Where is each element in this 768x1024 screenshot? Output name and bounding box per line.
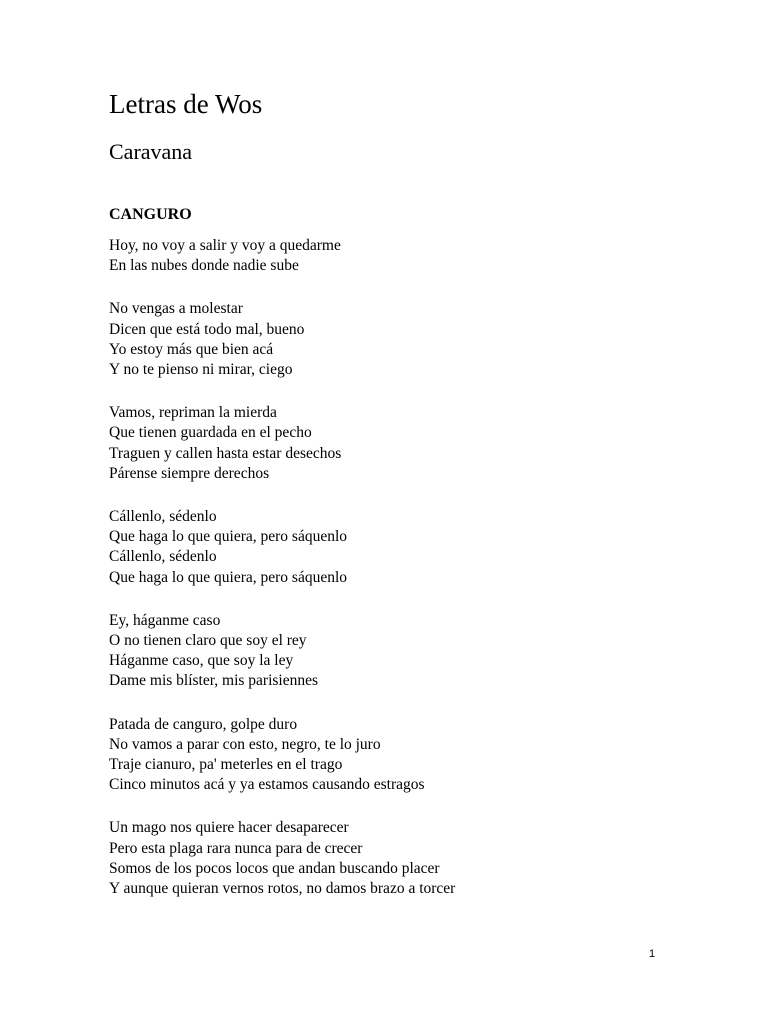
lyric-line: Yo estoy más que bien acá	[109, 340, 274, 358]
lyric-line: Que haga lo que quiera, pero sáquenlo	[109, 568, 348, 586]
album-title: Caravana	[109, 139, 193, 164]
stanza	[109, 611, 709, 692]
lyric-line: Somos de los pocos locos que andan buscando placer	[109, 859, 440, 877]
lyric-line: Cállenlo, sédenlo	[109, 508, 217, 526]
lyric-line: Patada de canguro, golpe duro	[109, 715, 298, 733]
stanza	[109, 507, 709, 588]
lyric-line: Que tienen guardada en el pecho	[109, 424, 312, 442]
lyric-line: Traguen y callen hasta estar desechos	[109, 444, 342, 462]
page-number: 1	[649, 948, 656, 960]
stanza	[109, 818, 709, 899]
lyric-line: Traje cianuro, pa' meterles en el trago	[109, 756, 343, 774]
lyric-line: O no tienen claro que soy el rey	[109, 632, 307, 650]
stanza	[109, 236, 709, 276]
lyric-line: No vamos a parar con esto, negro, te lo juro	[109, 735, 381, 753]
lyric-line: Ey, háganme caso	[109, 611, 221, 629]
song-title: CANGURO	[109, 206, 192, 223]
lyric-line: Que haga lo que quiera, pero sáquenlo	[109, 528, 348, 546]
lyric-line: Cállenlo, sédenlo	[109, 548, 217, 566]
lyric-line: En las nubes donde nadie sube	[109, 257, 299, 275]
lyric-line: Vamos, repriman la mierda	[109, 404, 277, 422]
lyric-line: Pero esta plaga rara nunca para de crecer	[109, 839, 363, 857]
lyric-line: Y no te pienso ni mirar, ciego	[109, 361, 293, 379]
lyric-line: Dicen que está todo mal, bueno	[109, 320, 305, 338]
lyric-line: Un mago nos quiere hacer desaparecer	[109, 819, 349, 837]
stanza	[109, 299, 709, 380]
stanza	[109, 715, 709, 796]
lyric-line: Háganme caso, que soy la ley	[109, 652, 294, 670]
stanza	[109, 403, 709, 484]
document-title: Letras de Wos	[109, 89, 263, 119]
lyric-line: Dame mis blíster, mis parisiennes	[109, 672, 319, 690]
lyric-line: Cinco minutos acá y ya estamos causando estragos	[109, 776, 425, 794]
lyric-line: Hoy, no voy a salir y voy a quedarme	[109, 237, 341, 254]
lyric-line: Y aunque quieran vernos rotos, no damos brazo a torcer	[109, 880, 456, 898]
lyric-line: No vengas a molestar	[109, 300, 243, 318]
lyric-line: Párense siempre derechos	[109, 464, 270, 482]
lyrics-body	[109, 236, 709, 922]
